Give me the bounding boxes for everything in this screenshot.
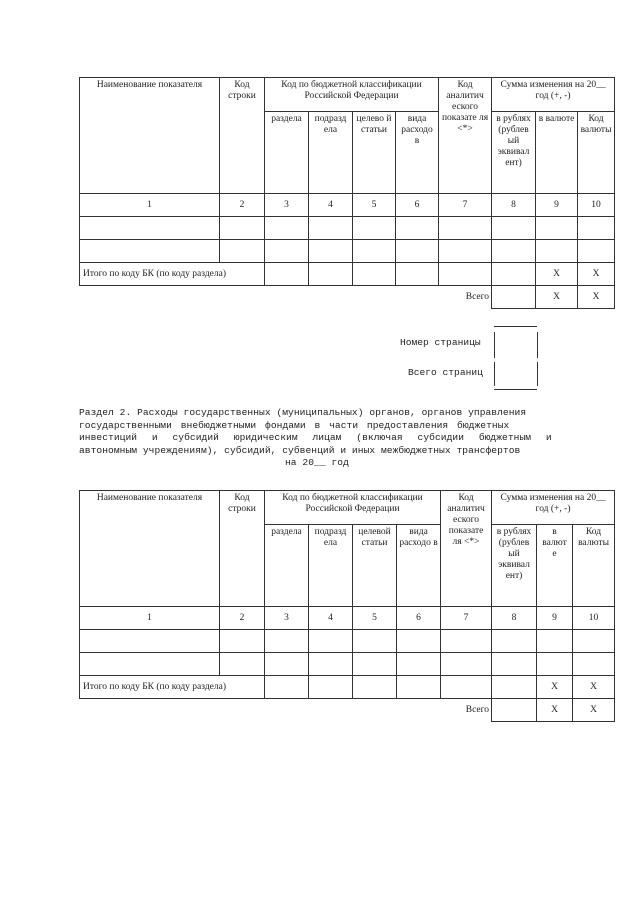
x-mark: X bbox=[537, 699, 573, 722]
header-name: Наименование показателя bbox=[80, 78, 220, 194]
grand-total-row bbox=[80, 286, 615, 309]
total-row bbox=[80, 263, 615, 286]
table-cell[interactable] bbox=[80, 630, 220, 653]
grand-total-label: Всего bbox=[439, 286, 492, 309]
column-numbers-row bbox=[80, 194, 615, 217]
header-analytic: Код аналитич еского показате ля <*> bbox=[439, 78, 492, 194]
table-row bbox=[80, 653, 615, 676]
table-cell[interactable] bbox=[492, 676, 537, 699]
header-bk-group: Код по бюджетной классификации Российской Федерации bbox=[265, 78, 439, 112]
col-number: 1 bbox=[80, 607, 220, 630]
table-cell[interactable] bbox=[573, 630, 615, 653]
table-cell[interactable] bbox=[397, 676, 441, 699]
col-number: 5 bbox=[353, 194, 396, 217]
section-line: государственными внебюджетными фондами в части предоставления бюджетных bbox=[79, 419, 510, 431]
table-cell[interactable] bbox=[220, 653, 265, 676]
table-cell[interactable] bbox=[309, 240, 353, 263]
table-cell[interactable] bbox=[441, 630, 492, 653]
table-cell[interactable] bbox=[265, 217, 309, 240]
total-pages-field[interactable] bbox=[494, 362, 538, 386]
table-cell[interactable] bbox=[309, 217, 353, 240]
table-cell[interactable] bbox=[396, 240, 439, 263]
header-razdel: раздела bbox=[265, 525, 309, 607]
table-cell[interactable] bbox=[309, 676, 353, 699]
total-label: Итого по коду БК (по коду раздела) bbox=[80, 676, 265, 699]
total-label: Итого по коду БК (по коду раздела) bbox=[80, 263, 265, 286]
table-2 bbox=[79, 490, 615, 722]
header-currency: в валют е bbox=[537, 525, 573, 607]
x-mark: X bbox=[536, 263, 578, 286]
table-cell[interactable] bbox=[353, 240, 396, 263]
table-cell[interactable] bbox=[578, 240, 615, 263]
col-number: 9 bbox=[536, 194, 578, 217]
col-number: 10 bbox=[573, 607, 615, 630]
col-number: 3 bbox=[265, 194, 309, 217]
header-podrazdel: подразд ела bbox=[309, 112, 353, 194]
header-name: Наименование показателя bbox=[80, 491, 220, 607]
header-target: целево й статьи bbox=[353, 112, 396, 194]
table-cell[interactable] bbox=[396, 217, 439, 240]
table-cell[interactable] bbox=[353, 217, 396, 240]
table-cell[interactable] bbox=[265, 263, 309, 286]
col-number: 6 bbox=[396, 194, 439, 217]
table-cell[interactable] bbox=[492, 263, 536, 286]
table-1 bbox=[79, 77, 615, 309]
table-cell[interactable] bbox=[265, 240, 309, 263]
header-bk-group: Код по бюджетной классификации Российской Федерации bbox=[265, 491, 441, 525]
table-cell[interactable] bbox=[439, 217, 492, 240]
table-cell[interactable] bbox=[220, 240, 265, 263]
col-number: 3 bbox=[265, 607, 309, 630]
header-expense: вида расходо в bbox=[397, 525, 441, 607]
header-code-row: Код строки bbox=[220, 78, 265, 194]
table-row bbox=[80, 630, 615, 653]
col-number: 6 bbox=[397, 607, 441, 630]
col-number: 9 bbox=[537, 607, 573, 630]
table-cell[interactable] bbox=[492, 240, 536, 263]
table-cell[interactable] bbox=[353, 653, 397, 676]
header-currency-code: Код валюты bbox=[573, 525, 615, 607]
table-cell[interactable] bbox=[397, 630, 441, 653]
table-cell[interactable] bbox=[492, 699, 537, 722]
table-cell[interactable] bbox=[573, 653, 615, 676]
col-number: 10 bbox=[578, 194, 615, 217]
table-row bbox=[80, 217, 615, 240]
col-number: 4 bbox=[309, 194, 353, 217]
table-cell[interactable] bbox=[492, 630, 537, 653]
header-analytic: Код аналитич еского показате ля <*> bbox=[441, 491, 492, 607]
page-number-label: Номер страницы bbox=[400, 337, 481, 348]
table-cell[interactable] bbox=[578, 217, 615, 240]
table-cell[interactable] bbox=[353, 676, 397, 699]
table-row bbox=[80, 240, 615, 263]
section-line: инвестиций и субсидий юридическим лицам (включая субсидии бюджетным и bbox=[79, 432, 552, 443]
header-expense: вида расходо в bbox=[396, 112, 439, 194]
table-cell[interactable] bbox=[309, 653, 353, 676]
header-code-row: Код строки bbox=[220, 491, 265, 607]
header-currency: в валюте bbox=[536, 112, 578, 194]
table-cell[interactable] bbox=[309, 630, 353, 653]
table-cell[interactable] bbox=[80, 653, 220, 676]
col-number: 8 bbox=[492, 607, 537, 630]
header-sum-group: Сумма изменения на 20__ год (+, -) bbox=[492, 78, 615, 112]
x-mark: X bbox=[573, 699, 615, 722]
column-numbers-row bbox=[80, 607, 615, 630]
table-cell[interactable] bbox=[536, 240, 578, 263]
header-razdel: раздела bbox=[265, 112, 309, 194]
table-cell[interactable] bbox=[353, 263, 396, 286]
col-number: 7 bbox=[441, 607, 492, 630]
header-sum-group: Сумма изменения на 20__ год (+, -) bbox=[492, 491, 615, 525]
x-mark: X bbox=[573, 676, 615, 699]
table-cell[interactable] bbox=[441, 676, 492, 699]
grand-total-row bbox=[80, 699, 615, 722]
table-cell[interactable] bbox=[536, 217, 578, 240]
table-cell[interactable] bbox=[492, 653, 537, 676]
table-cell[interactable] bbox=[441, 653, 492, 676]
table-cell[interactable] bbox=[397, 653, 441, 676]
x-mark: X bbox=[578, 286, 615, 309]
table-cell[interactable] bbox=[492, 286, 536, 309]
section-line: Раздел 2. Расходы государственных (муниципальных) органов, органов управления bbox=[79, 407, 527, 418]
total-pages-label: Всего страниц bbox=[408, 367, 483, 378]
x-mark: X bbox=[537, 676, 573, 699]
table-cell[interactable] bbox=[265, 630, 309, 653]
table-cell[interactable] bbox=[309, 263, 353, 286]
table-cell[interactable] bbox=[80, 217, 220, 240]
col-number: 4 bbox=[309, 607, 353, 630]
col-number: 7 bbox=[439, 194, 492, 217]
col-number: 2 bbox=[220, 194, 265, 217]
grand-total-label: Всего bbox=[441, 699, 492, 722]
table-cell[interactable] bbox=[396, 263, 439, 286]
table-cell[interactable] bbox=[492, 217, 536, 240]
col-number: 8 bbox=[492, 194, 536, 217]
year-line: на 20__ год bbox=[285, 457, 349, 468]
col-number: 5 bbox=[353, 607, 397, 630]
table-cell[interactable] bbox=[439, 263, 492, 286]
col-number: 2 bbox=[220, 607, 265, 630]
header-podrazdel: подразд ела bbox=[309, 525, 353, 607]
header-currency-code: Код валюты bbox=[578, 112, 615, 194]
section-2-title bbox=[79, 407, 565, 470]
table-cell[interactable] bbox=[220, 217, 265, 240]
section-line: автономным учреждениям), субсидий, субвенций и иных межбюджетных трансфертов bbox=[79, 444, 521, 456]
x-mark: X bbox=[536, 286, 578, 309]
table-cell[interactable] bbox=[353, 630, 397, 653]
table-cell[interactable] bbox=[220, 630, 265, 653]
total-row bbox=[80, 676, 615, 699]
table-cell[interactable] bbox=[537, 653, 573, 676]
header-rubles: в рублях (рублев ый эквивал ент) bbox=[492, 112, 536, 194]
table-cell[interactable] bbox=[265, 653, 309, 676]
table-cell[interactable] bbox=[537, 630, 573, 653]
col-number: 1 bbox=[80, 194, 220, 217]
header-rubles: в рублях (рублев ый эквивал ент) bbox=[492, 525, 537, 607]
x-mark: X bbox=[578, 263, 615, 286]
table-cell[interactable] bbox=[265, 676, 309, 699]
table-cell[interactable] bbox=[80, 240, 220, 263]
header-target: целевой статьи bbox=[353, 525, 397, 607]
table-cell[interactable] bbox=[439, 240, 492, 263]
page-number-field[interactable] bbox=[494, 332, 538, 358]
